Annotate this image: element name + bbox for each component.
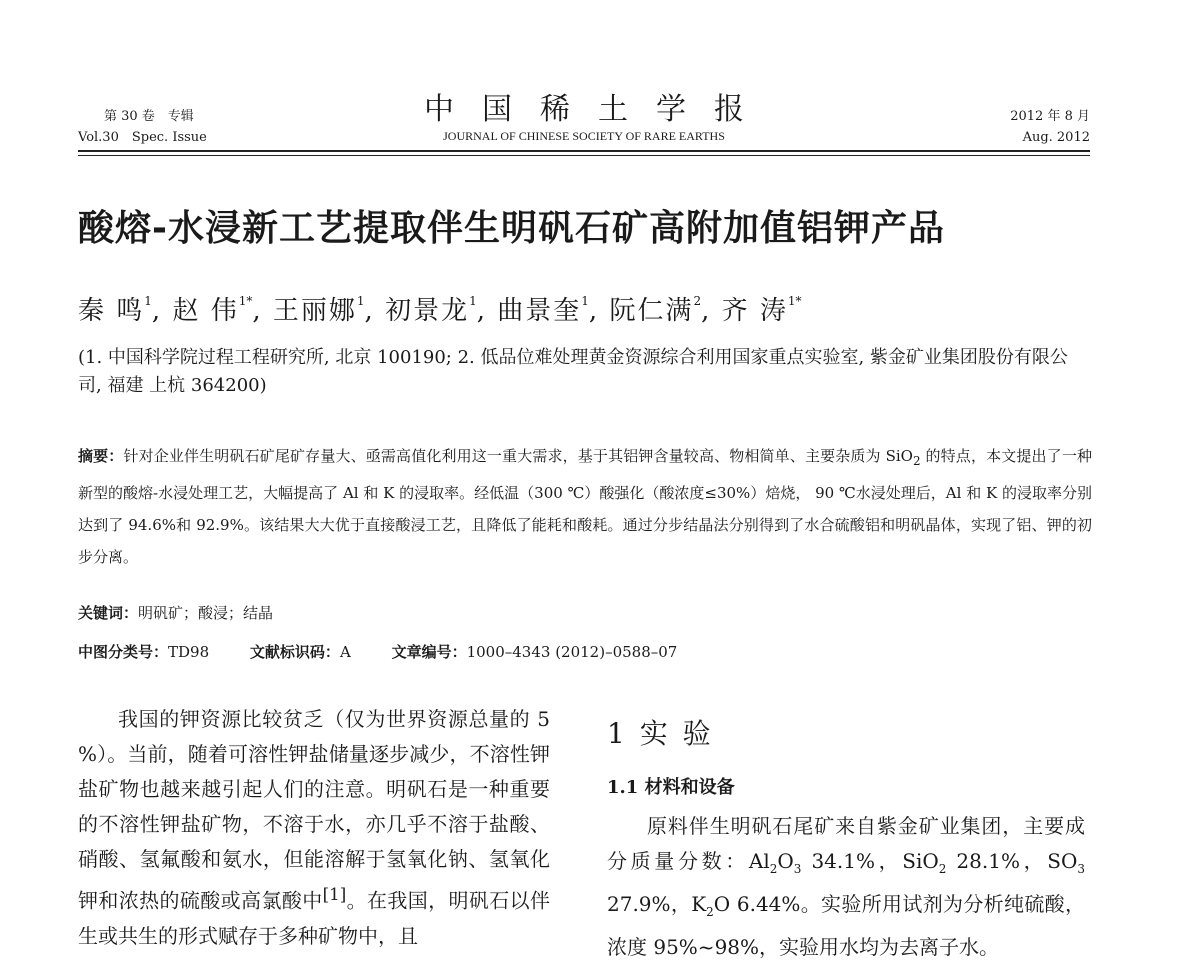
materials-text: 34.1%，SiO — [801, 849, 939, 873]
materials-text: 27.9%，K — [607, 892, 707, 916]
author-affil-mark: 1 — [144, 294, 152, 308]
issue-date — [1010, 106, 1090, 148]
author-affil-mark: 1* — [787, 294, 802, 308]
keywords-label: 关键词： — [78, 604, 139, 622]
formula-subscript: 3 — [1077, 862, 1086, 876]
volume-cn: 第 30 卷 专辑 — [104, 109, 194, 124]
author: 王丽娜 — [272, 296, 357, 326]
materials-paragraph — [607, 809, 1085, 965]
doc-code-value: A — [339, 643, 351, 661]
header-rule-thick — [78, 150, 1090, 152]
journal-name-cn: 中国稀土学报 — [424, 92, 772, 127]
author-list: 秦 鸣$^1$, 赵 伟$^{1*}$, 王丽娜$^1$, 初景龙$^1$, 曲景奎$^1$, 阮仁满$^2$, 齐 涛$^{1*}$ — [78, 294, 802, 326]
issue-date-cn: 2012 年 8 月 — [1010, 109, 1090, 124]
article-number-label: 文章编号： — [391, 643, 467, 661]
author: 赵 伟 — [172, 296, 239, 326]
abstract-subscript: 2 — [912, 454, 921, 468]
formula-subscript: 3 — [793, 862, 802, 876]
materials-text: 原料伴生明矾石尾矿来自紫金矿业集团，主要成分质量分数：Al — [607, 814, 1085, 873]
doc-code-label: 文献标识码： — [249, 643, 340, 661]
header-rule-thin — [78, 155, 1090, 156]
journal-name-en: JOURNAL OF CHINESE SOCIETY OF RARE EARTHS — [443, 129, 725, 143]
abstract — [78, 440, 1092, 573]
author-affil-mark: 2 — [693, 294, 702, 308]
keywords — [78, 602, 273, 623]
paper-title: 酸熔-水浸新工艺提取伴生明矾石矿高附加值铝钾产品 — [78, 208, 945, 249]
materials-text: O 6.44%。实验所用试剂为分析纯硫酸，浓度 95%~98%，实验用水均为去离子水。 — [607, 892, 1085, 959]
formula-subscript: 2 — [769, 862, 778, 876]
article-number-value: 1000–4343 (2012)–0588–07 — [466, 643, 678, 661]
author-affil-mark: 1* — [238, 294, 253, 308]
issue-date-en: Aug. 2012 — [1022, 130, 1090, 145]
citation-ref: [1] — [322, 885, 347, 904]
materials-text: 28.1%，SO — [946, 849, 1078, 873]
keywords-text: 明矾矿；酸浸；结晶 — [138, 604, 274, 622]
subsection-heading: 1.1 材料和设备 — [607, 777, 735, 798]
author: 阮仁满 — [609, 296, 694, 326]
author: 齐 涛 — [721, 296, 788, 326]
classification-line — [78, 641, 713, 662]
formula-subscript: 2 — [706, 905, 714, 919]
formula-subscript: 2 — [938, 862, 947, 876]
author-affil-mark: 1 — [581, 294, 589, 308]
author: 初景龙 — [385, 296, 470, 326]
intro-paragraph — [78, 702, 550, 954]
author-affil-mark: 1 — [356, 294, 365, 308]
intro-text-tail: 。在我国，明矾石以伴生或共生的形式赋存于多种矿物中，且 — [78, 888, 551, 948]
clc-value: TD98 — [168, 643, 210, 661]
section-heading: 1 实 验 — [607, 717, 714, 750]
abstract-label: 摘要： — [78, 447, 124, 465]
abstract-text-2: 的特点，本文提出了一种新型的酸熔-水浸处理工艺，大幅提高了 Al 和 K 的浸取率。经低温（300 ℃）酸强化（酸浓度≤30%）焙烧， 90 ℃水浸处理后，Al 和 K 的浸取率分别达到了 94.6%和 92.9%。该结果大大优于直接酸浸工艺，且降低了能耗和酸耗。通过分步结晶法分别得到了水合硫酸铝和明矾晶体，实现了铝、钾的初步分离。 — [78, 447, 1092, 566]
body-column-left — [78, 702, 550, 954]
materials-text: O — [777, 849, 794, 873]
author: 秦 鸣 — [78, 296, 145, 326]
volume-en: Vol.30 Spec. Issue — [78, 130, 207, 145]
clc-label: 中图分类号： — [78, 643, 169, 661]
body-column-right — [607, 702, 1085, 965]
intro-text: 我国的钾资源比较贫乏（仅为世界资源总量的 5 %）。当前，随着可溶性钾盐储量逐步减少，不溶性钾盐矿物也越来越引起人们的注意。明矾石是一种重要的不溶性钾盐矿物，不溶于水，亦几乎不溶于盐酸、硝酸、氢氟酸和氨水，但能溶解于氢氧化钠、氢氧化钾和浓热的硫酸或高氯酸中 — [78, 707, 550, 913]
journal-name — [78, 92, 1090, 144]
journal-header — [78, 92, 1090, 152]
affiliations: (1. 中国科学院过程工程研究所, 北京 100190; 2. 低品位难处理黄金资源综合利用国家重点实验室, 紫金矿业集团股份有限公司, 福建 上杭 364200) — [78, 347, 1068, 396]
author-affil-mark: 1 — [469, 294, 477, 308]
abstract-text-1: 针对企业伴生明矾石矿尾矿存量大、亟需高值化利用这一重大需求，基于其铝钾含量较高、物相简单、主要杂质为 SiO — [123, 447, 913, 465]
author: 曲景奎 — [497, 296, 582, 326]
